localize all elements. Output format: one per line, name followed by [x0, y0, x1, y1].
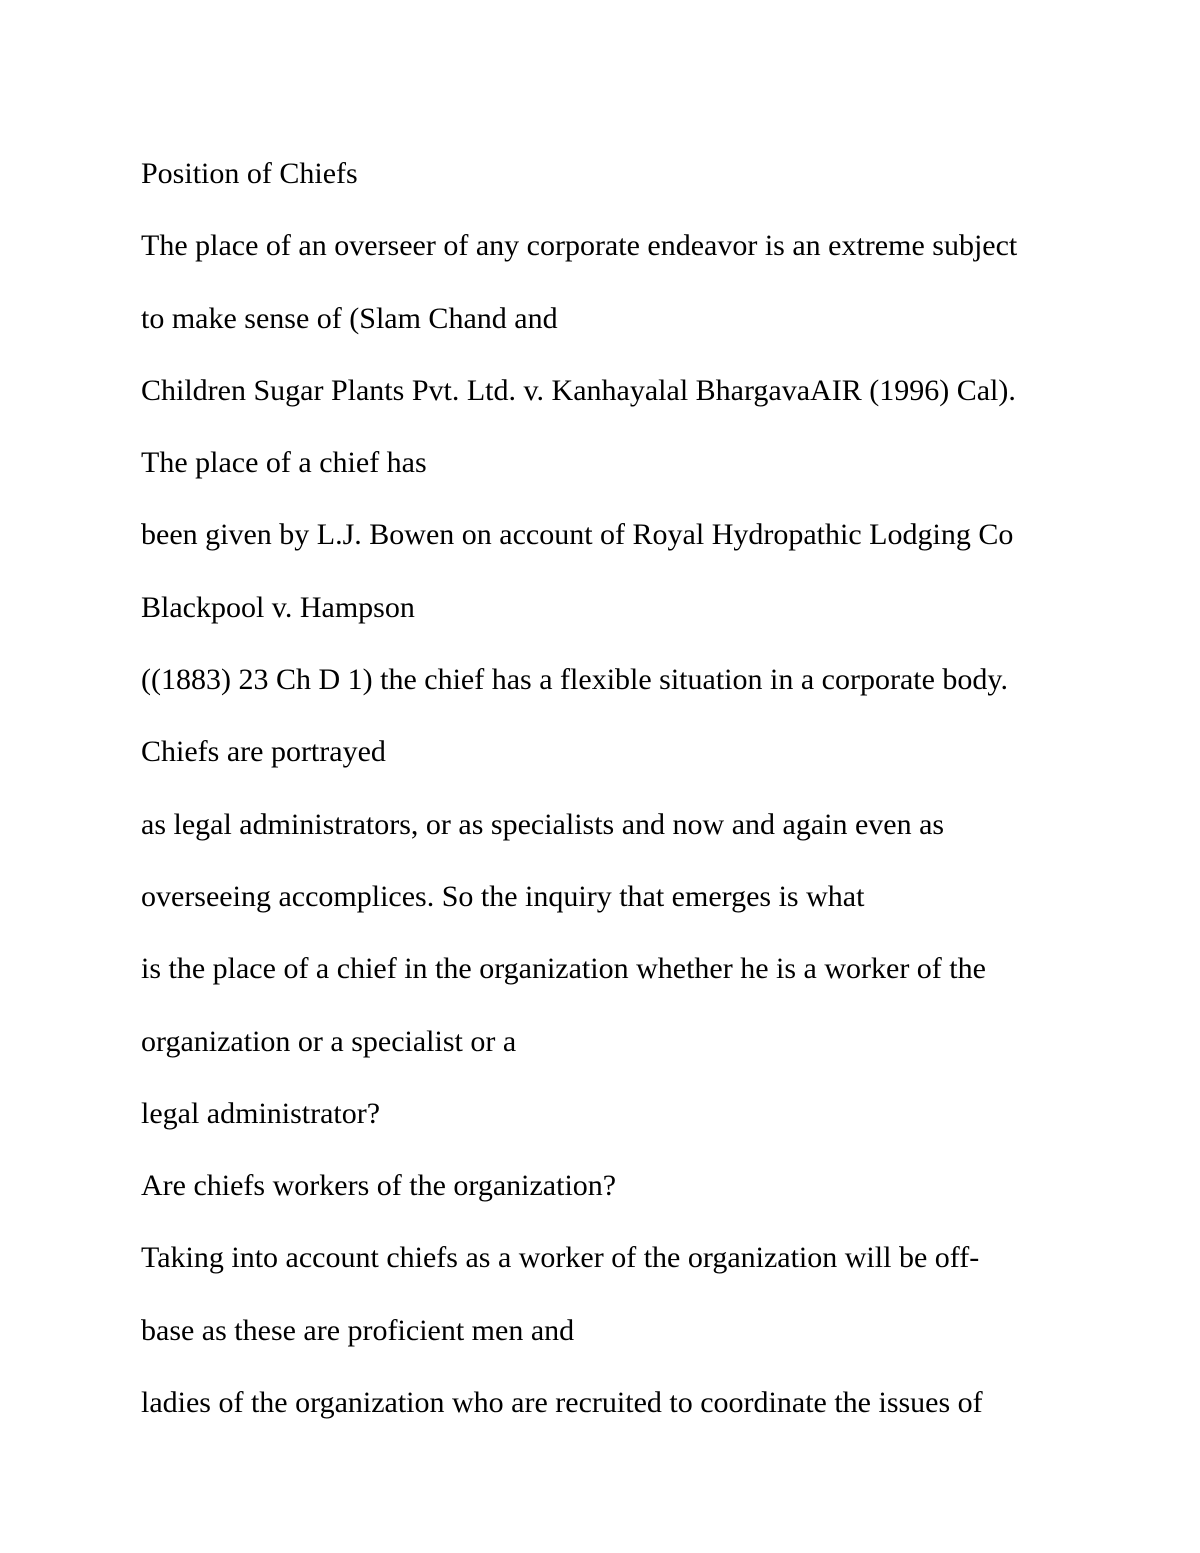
text-line: is the place of a chief in the organization whether he is a worker of the [141, 952, 986, 986]
text-line: Blackpool v. Hampson [141, 590, 415, 624]
text-line: base as these are proficient men and [141, 1313, 575, 1347]
text-line: to make sense of (Slam Chand and [141, 301, 558, 335]
text-line: been given by L.J. Bowen on account of Royal Hydropathic Lodging Co [141, 518, 1014, 552]
document-heading: Position of Chiefs [141, 157, 358, 190]
text-line: as legal administrators, or as specialists and now and again even as [141, 807, 945, 841]
section-question: Are chiefs workers of the organization? [141, 1169, 617, 1203]
text-line: ladies of the organization who are recruited to coordinate the issues of [141, 1386, 983, 1420]
text-line: ((1883) 23 Ch D 1) the chief has a flexible situation in a corporate body. [141, 663, 1008, 697]
text-line: organization or a specialist or a [141, 1024, 517, 1058]
document-body [141, 138, 1081, 1439]
text-line: overseeing accomplices. So the inquiry that emerges is what [141, 879, 865, 913]
text-line: legal administrator? [141, 1096, 381, 1130]
text-line: Chiefs are portrayed [141, 735, 386, 769]
text-line: The place of an overseer of any corporate endeavor is an extreme subject [141, 229, 1018, 263]
text-line: The place of a chief has [141, 446, 427, 480]
text-line: Taking into account chiefs as a worker of the organization will be off- [141, 1241, 980, 1275]
text-line: Children Sugar Plants Pvt. Ltd. v. Kanhayalal BhargavaAIR (1996) Cal). [141, 373, 1016, 407]
